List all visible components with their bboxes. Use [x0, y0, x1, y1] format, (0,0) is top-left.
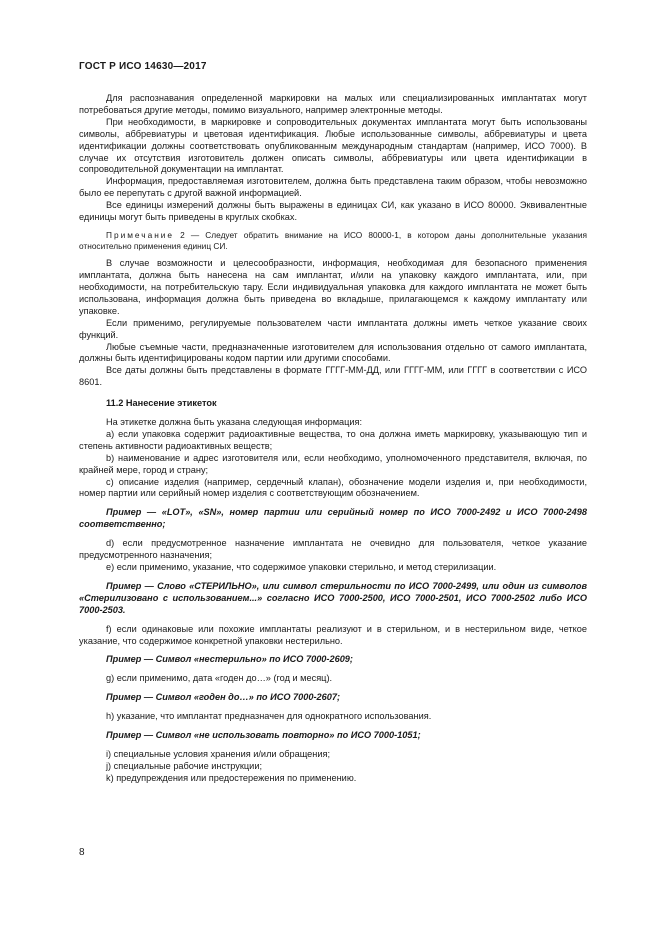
paragraph: Информация, предоставляемая изготовителем, должна быть представлена таким образом, чтобы невозможно было ее перепутать с другой важной информацией. [79, 176, 587, 199]
list-item: h) указание, что имплантат предназначен для однократного использования. [106, 711, 432, 722]
list-item: c) описание изделия (например, сердечный клапан), обозначение модели изделия и, при необходимости, номер партии или серийный номер изделия с соответствующим обозначением. [79, 476, 587, 499]
list-item: k) предупреждения или предостережения по применению. [106, 772, 357, 783]
paragraph: Все единицы измерений должны быть выражены в единицах СИ, как указано в ИСО 80000. Эквивалентные единицы могут быть приведены в круглых скобках. [79, 200, 587, 223]
paragraph: При необходимости, в маркировке и сопроводительных документах имплантата могут быть использованы символы, аббревиатуры и цветовая идентификация. Любые использованные символы, аббревиатуры и цвета идентификации должны соответствовать опубликованным международным стандартам (например, ИСО 7000). В случае их отсутствия изготовитель должен описать символы, аббревиатуры или цвета идентификации в сопроводительной документации на имплантат. [79, 116, 587, 175]
paragraph: На этикетке должна быть указана следующая информация: [106, 417, 363, 428]
section-title: 11.2 Нанесение этикеток [106, 398, 217, 409]
document-header: ГОСТ Р ИСО 14630—2017 [79, 61, 207, 72]
example: Пример — Символ «нестерильно» по ИСО 7000-2609; [106, 654, 353, 665]
paragraph: Все даты должны быть представлены в формате ГГГГ-ММ-ДД, или ГГГГ-ММ, или ГГГГ в соответствии с ИСО 8601. [79, 365, 587, 388]
list-item: j) специальные рабочие инструкции; [106, 760, 262, 771]
list-item: f) если одинаковые или похожие имплантаты реализуют и в стерильном, и в нестерильном виде, четкое указание, что содержимое конкретной упаковки нестерильно. [79, 623, 587, 646]
note [79, 230, 587, 251]
page-number: 8 [79, 847, 85, 858]
example: Пример — «LOT», «SN», номер партии или серийный номер по ИСО 7000-2492 и ИСО 7000-2498 соответственно; [79, 507, 587, 530]
list-item: b) наименование и адрес изготовителя или, если необходимо, уполномоченного представителя, включая, по крайней мере, город и страну; [79, 452, 587, 475]
list-item: g) если применимо, дата «годен до…» (год и месяц). [106, 673, 333, 684]
paragraph: В случае возможности и целесообразности, информация, необходимая для безопасного применения имплантата, должна быть нанесена на сам имплантат, и/или на упаковку каждого имплантата, или, при необходимости, на потребительскую тару. Если индивидуальная упаковка для каждого имплантата не может быть использована, информация должна быть приведена во вкладыше, прилагающемся к каждому имплантату или упаковке. [79, 258, 587, 316]
document-body [79, 93, 587, 785]
list-item: d) если предусмотренное назначение имплантата не очевидно для пользователя, четкое указание предусмотренного назначения; [79, 538, 587, 561]
note-text: 2 — Следует обратить внимание на ИСО 80000-1, в котором даны дополнительные указания относительно применения единиц СИ. [79, 229, 587, 251]
list-item: a) если упаковка содержит радиоактивные вещества, то она должна иметь маркировку, указывающую тип и степень активности радиоактивных веществ; [79, 428, 587, 451]
example: Пример — Символ «годен до…» по ИСО 7000-2607; [106, 692, 341, 703]
paragraph: Любые съемные части, предназначенные изготовителем для использования отдельно от самого имплантата, должны быть идентифицированы кодом партии или другими способами. [79, 341, 587, 364]
paragraph: Если применимо, регулируемые пользователем части имплантата должны иметь четкое указание своих функций. [79, 317, 587, 340]
list-item: i) специальные условия хранения и/или обращения; [106, 748, 331, 759]
note-label: Примечание [106, 229, 175, 240]
paragraph: Для распознавания определенной маркировки на малых или специализированных имплантатах могут потребоваться другие методы, помимо визуального, например электронные методы. [79, 93, 587, 115]
example: Пример — Слово «СТЕРИЛЬНО», или символ стерильности по ИСО 7000-2499, или один из символов «Стерилизовано с использованием...» согласно ИСО 7000-2500, ИСО 7000-2501, ИСО 7000-2502 либо ИСО 7000-2503. [79, 580, 587, 615]
list-item: e) если применимо, указание, что содержимое упаковки стерильно, и метод стерилизации. [106, 562, 497, 572]
example: Пример — Символ «не использовать повторно» по ИСО 7000-1051; [106, 730, 421, 741]
